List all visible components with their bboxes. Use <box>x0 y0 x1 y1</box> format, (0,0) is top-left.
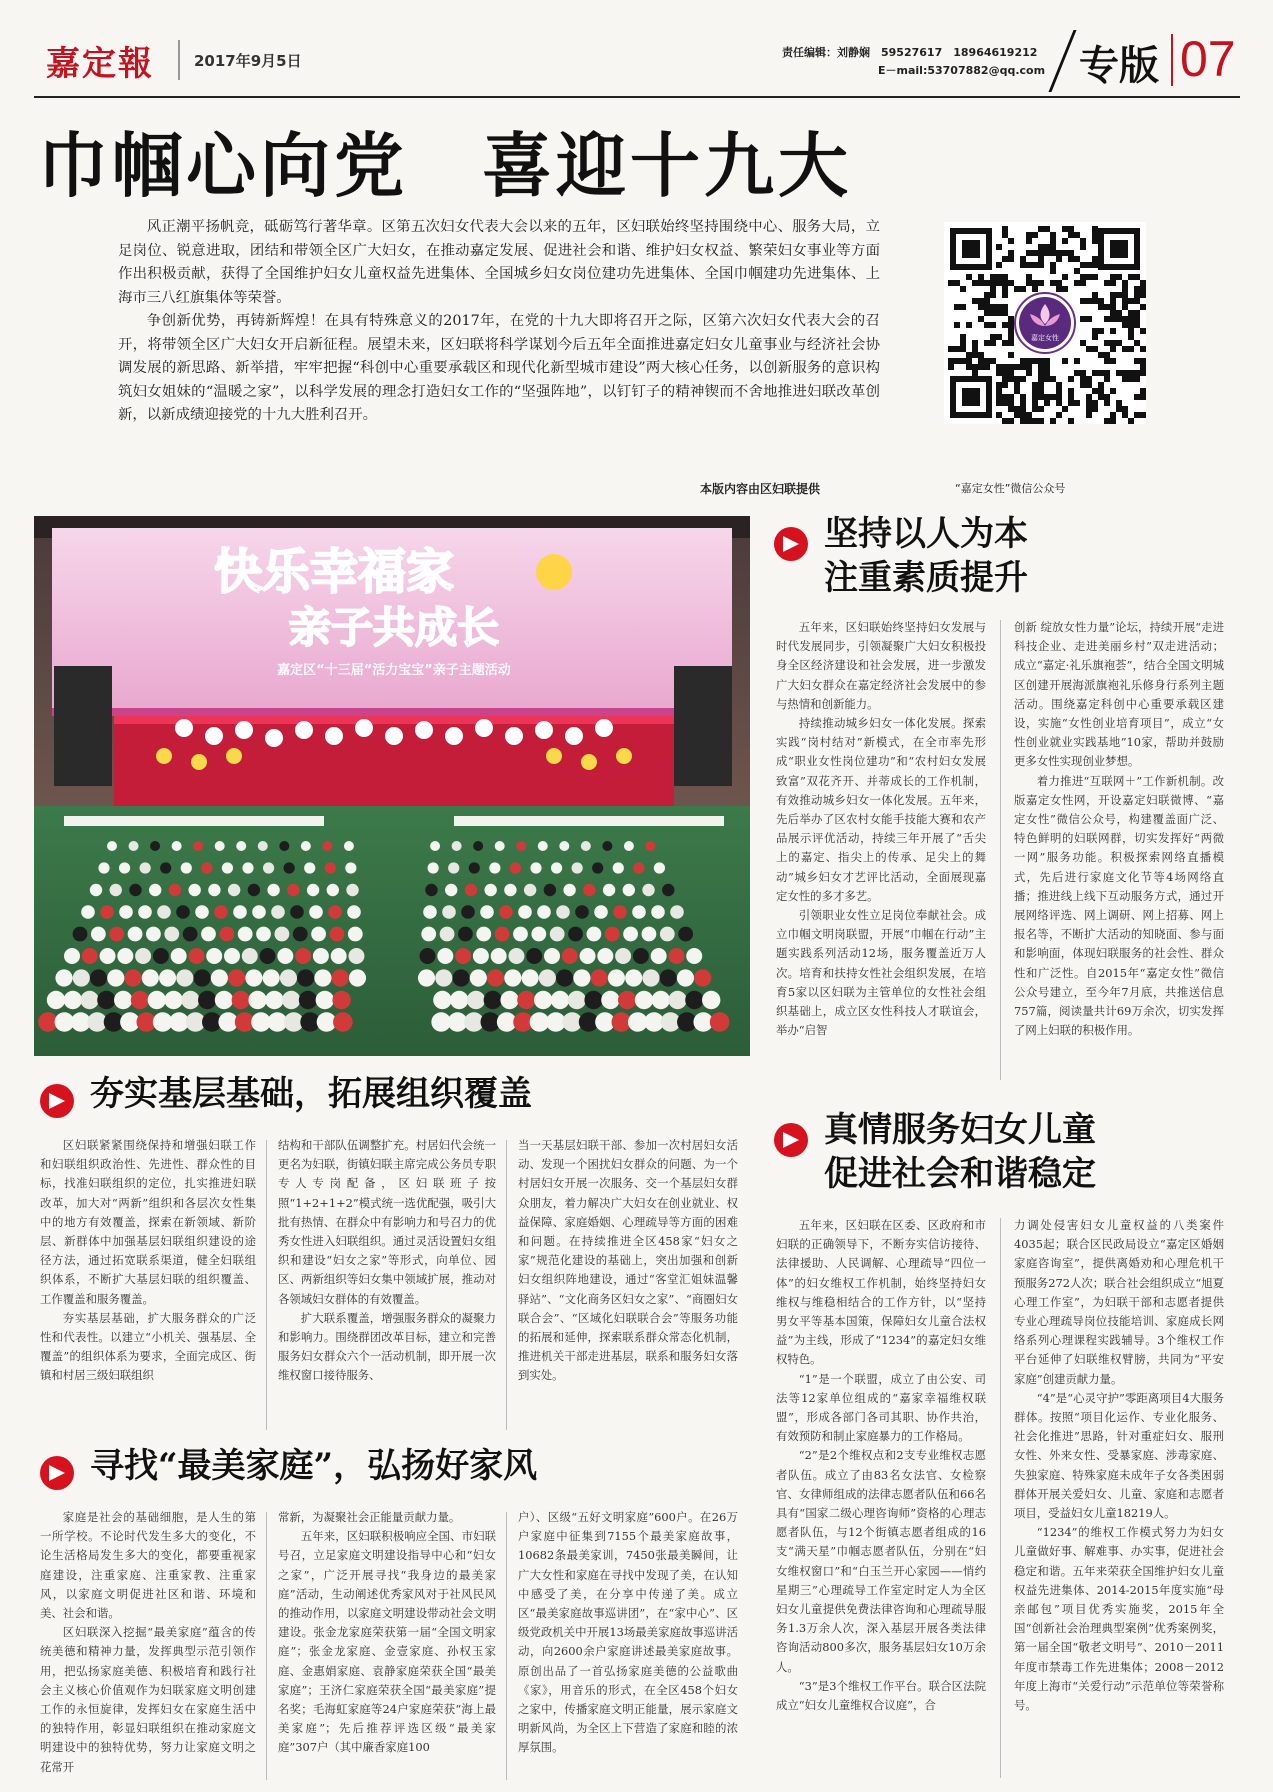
banner-subtitle: 亲子共成长 <box>288 603 500 652</box>
section2-column <box>278 1136 496 1434</box>
content-credit: 本版内容由区妇联提供 <box>700 482 821 496</box>
paragraph: 区妇联紧紧围绕保持和增强妇联工作和妇联组织政治性、先进性、群众性的目标，找准妇联组织的定位，扎实推进妇联改革，加大对“两新”组织和各层次女性集中的地方有效覆盖，探索在新领域、新阶层、新群体中加强基层妇联组织建设的途径方法，通过拓宽联系渠道，健全妇联组织体系，不断扩大基层妇联的组织覆盖、工作覆盖和服务覆盖。 <box>40 1138 256 1306</box>
paragraph: 引领职业女性立足岗位奉献社会。成立巾帼文明岗联盟，开展“巾帼在行动”主题实践系列活动12场，服务覆盖近万人次。培育和扶持女性社会组织发展，在培育5家以区妇联为主管单位的女性社会组织基础上，成立区女性科技人才联谊会，举办“启智 <box>776 908 986 1038</box>
intro-text <box>118 216 880 428</box>
paragraph: 常新，为凝聚社会正能量贡献力量。 <box>278 1510 461 1524</box>
column-divider <box>506 1140 507 1430</box>
section3-column <box>278 1508 496 1784</box>
paragraph: “2”是2个维权点和2支专业维权志愿者队伍。成立了由83名女法官、女检察官、女律师组成的法律志愿者队伍和66名具有“国家二级心理咨询师”资格的心理志愿者队伍，与12个街镇志愿者组成的16支“满天星”巾帼志愿者队伍，分别在“妇女维权窗口”和“白玉兰开心家园——悄约星期三”心理疏导工作室定时定人为全区妇女儿童提供免费法律咨询和心理疏导服务1.3万余人次，深入基层开展各类法律咨询活动800多次，服务基层妇女10万余人。 <box>776 1448 986 1674</box>
masthead-divider <box>178 40 180 80</box>
section1-column <box>776 618 986 1088</box>
paragraph: 持续推动城乡妇女一体化发展。探索实践“岗村结对”新模式，在全市率先形成“职业女性岗位建功”和“农村妇女发展致富”双花齐开、并蒂成长的工作机制，有效推动城乡妇女一体化发展。五年来，先后举办了区农村女能手技能大赛和农产品展示评优活动，持续三年开展了“舌尖上的嘉定、指尖上的传承、足尖上的舞动”城乡妇女才艺评比活动，全面展现嘉定女性的多才多艺。 <box>776 716 986 903</box>
column-divider <box>506 1512 507 1780</box>
paragraph: “1”是一个联盟，成立了由公安、司法等12家单位组成的“嘉家幸福维权联盟”，形成各部门各司其职、协作共治，有效预防和制止家庭暴力的工作格局。 <box>776 1371 986 1444</box>
page-headline: 巾帼心向党 喜迎十九大 <box>38 124 852 207</box>
qr-code-graphic <box>944 222 1146 424</box>
section3-column <box>40 1508 256 1784</box>
paragraph: “1234”的维权工作模式努力为妇女儿童做好事、解难事、办实事，促进社会稳定和谐。五年来荣获全国维护妇女儿童权益先进集体、2014-2015年度实施“母亲邮包”项目优秀实施奖，2015年全国“创新社会治理典型案例”优秀案例奖，第一届全国“敬老文明号”、2010－2011年度市禁毒工作先进集体；2008－2012年度上海市“关爱行动”示范单位等荣誉称号。 <box>1014 1525 1224 1713</box>
banner-caption: 嘉定区“十三届“活力宝宝”亲子主题活动 <box>277 663 511 678</box>
event-photo <box>34 516 750 1056</box>
section4-column <box>776 1216 986 1786</box>
paragraph: 扩大联系覆盖，增强服务群众的凝聚力和影响力。围绕群团改革目标，建立和完善服务妇女群众六个一活动机制，即开展一次维权窗口接待服务、 <box>278 1310 496 1383</box>
editor-email: E－mail:53707882@qq.com <box>878 64 1046 77</box>
section2-column <box>518 1136 738 1434</box>
section3-column <box>518 1508 738 1784</box>
page-number-bar <box>1171 34 1173 86</box>
section4-title-line: 真情服务妇女儿童 <box>824 1110 1096 1150</box>
column-divider <box>1000 620 1001 1080</box>
issue-date: 2017年9月5日 <box>194 52 302 70</box>
intro-paragraph: 争创新优势，再铸新辉煌！在具有特殊意义的2017年，在党的十九大即将召开之际，区第六次妇女代表大会的召开，将带领全区广大妇女开启新征程。展望未来，区妇联将科学谋划今后五年全面推进嘉定妇女儿童事业与经济社会协调发展的新思路、新举措，牢牢把握“科创中心重要承载区和现代化新型城市建设”两大核心任务，以创新服务的意识构筑妇女姐妹的“温暖之家”，以科学发展的理念打造妇女工作的“坚强阵地”，以钉钉子的精神锲而不舍地推进妇联改革创新，以新成绩迎接党的十九大胜利召开。 <box>118 313 880 423</box>
slash-divider <box>1048 30 1076 92</box>
paragraph: 五年来，区妇联积极响应全国、市妇联号召，立足家庭文明建设指导中心和“妇女之家”，广泛开展寻找“我身边的最美家庭”活动，生动阐述优秀家风对于社风民风的推动作用，以家庭文明建设带动社会文明建设。张金龙家庭荣获第一届“全国文明家庭”；张金龙家庭、金壹家庭、孙权玉家庭、金惠娟家庭、袁静家庭荣获全国“最美家庭”；王济仁家庭荣获全国“最美家庭”提名奖；毛海虹家庭等24户家庭荣获“海上最美家庭”；先后推荐评选区级“最美家庭”307户（其中廉香家庭100 <box>278 1529 496 1755</box>
paragraph: “4”是“心灵守护”零距离项目4大服务群体。按照“项目化运作、专业化服务、社会化推进”思路，针对重症妇女、服刑女性、外来女性、受暴家庭、涉毒家庭、失独家庭、特殊家庭未成年子女各类困弱群体开展关爱妇女、儿童、家庭和志愿者项目，受益妇女儿童18219人。 <box>1014 1390 1224 1521</box>
section-marker-icon <box>774 527 808 561</box>
paragraph: 五年来，区妇联始终坚持妇女发展与时代发展同步，引领凝聚广大妇女积极投身全区经济建设和社会发展，进一步激发广大妇女群众在嘉定经济社会发展中的参与热情和创新能力。 <box>776 620 986 711</box>
section1-title-line: 注重素质提升 <box>824 558 1028 598</box>
column-divider <box>1000 1218 1001 1778</box>
paragraph: 家庭是社会的基础细胞，是人生的第一所学校。不论时代发生多大的变化，不论生活格局发生多大的变化，都要重视家庭建设，注重家庭、注重家教、注重家风，以家庭文明促进社区和谐、环境和美、社会和谐。 <box>40 1510 256 1621</box>
section3-title: 寻找“最美家庭”，弘扬好家风 <box>90 1446 538 1486</box>
paragraph: 力调处侵害妇女儿童权益的八类案件4035起；联合区民政局设立“嘉定区婚姻家庭咨询室”，提供离婚劝和心理危机干预服务272人次；联合社会组织成立“旭夏心理工作室”，为妇联干部和志愿者提供专业心理疏导岗位技能培训、家庭成长网络系列心理课程实践辅导。3个维权工作平台延伸了妇联维权臂膀，共同为“平安家庭”创建贡献力量。 <box>1014 1218 1224 1386</box>
paragraph: 着力推进“互联网＋”工作新机制。改版嘉定女性网，开设嘉定妇联微博、“嘉定女性”微信公众号，构建覆盖面广泛、特色鲜明的妇联网群，切实发挥好“两微一网”服务功能。积极探索网络直播模式，先后进行家庭文化节等4场网络直播；推进线上线下互动服务方式，通过开展网络评选、网上调研、网上招募、网上报名等，不断扩大活动的知晓面、参与面和影响面，体现妇联服务的社会性、群众性和广泛性。自2015年“嘉定女性”微信公众号建立，至今年7月底，共推送信息757篇，阅读量共计69万余次，切实发挥了网上妇联的积极作用。 <box>1014 773 1224 1038</box>
section4-title-line: 促进社会和谐稳定 <box>824 1154 1096 1194</box>
paragraph: 户）、区级“五好文明家庭”600户。在26万户家庭中征集到7155个最美家庭故事，10682条最美家训，7450张最美瞬间，让广大女性和家庭在寻找中发现了美，在认知中感受了美，在分享中传递了美。成立区“最美家庭故事巡讲团”，在“家中心”、区级党政机关中开展13场最美家庭故事巡讲活动，向2600余户家庭讲述最美家庭故事。原创出品了一首弘扬家庭美德的公益歌曲《家》，用音乐的形式，在全区458个妇女之家中，传播家庭文明正能量，展示家庭文明新风尚，为全区上下营造了家庭和睦的浓厚氛围。 <box>518 1510 738 1755</box>
event-photo-graphic <box>34 516 750 1056</box>
paragraph: 结构和干部队伍调整扩充。村居妇代会统一更名为妇联，街镇妇联主席完成公务员专职专人专岗配备，区妇联班子按照“1+2+1+2”模式统一选优配强，吸引大批有热情、在群众中有影响力和号召力的优秀女性进入妇联组织。通过灵活设置妇女组织和建设“妇女之家”等形式，向单位、园区、两新组织等妇女集中领域扩展，推动对各领域妇女群体的有效覆盖。 <box>278 1138 496 1306</box>
editor-line: 责任编辑：刘静娴 59527617 18964619212 <box>782 46 1038 59</box>
masthead-logo: 嘉定報 <box>46 44 154 84</box>
section-marker-icon <box>40 1456 74 1490</box>
section-marker-icon <box>40 1084 74 1118</box>
paragraph: 创新 绽放女性力量”论坛，持续开展“走进科技企业、走进美丽乡村”双走进活动；成立“嘉定·礼乐旗袍荟”，结合全国文明城区创建开展海派旗袍礼乐修身行系列主题活动。围绕嘉定科创中心重要承载区建设，实施“女性创业培育项目”，成立“女性创业就业实践基地”10家，帮助并鼓励更多女性实现创业梦想。 <box>1014 620 1224 769</box>
section4-column <box>1014 1216 1224 1786</box>
section-label: 专版 <box>1079 42 1159 89</box>
editor-info <box>782 44 1045 80</box>
paragraph: 区妇联深入挖掘“最美家庭”蕴含的传统美德和精神力量，发挥典型示范引领作用，把弘扬家庭美德、积极培育和践行社会主义核心价值观作为妇联家庭文明创建工作的永恒旋律，发挥妇女在家庭生活中的独特作用，彰显妇联组织在推动家庭文明建设中的独特优势，努力让家庭文明之花常开 <box>40 1625 256 1774</box>
section1-column <box>1014 618 1224 1088</box>
qr-caption: “嘉定女性”微信公众号 <box>955 482 1066 495</box>
paragraph: “3”是3个维权工作平台。联合区法院成立“妇女儿童维权合议庭”，合 <box>776 1678 986 1713</box>
page-number: 07 <box>1180 31 1236 87</box>
qr-code[interactable] <box>944 222 1146 424</box>
top-rule <box>34 96 1240 98</box>
column-divider <box>266 1512 267 1780</box>
section2-title: 夯实基层基础，拓展组织覆盖 <box>90 1074 532 1114</box>
section1-title <box>824 512 1028 600</box>
section1-title-line: 坚持以人为本 <box>824 514 1028 554</box>
intro-paragraph: 风正潮平扬帆竞，砥砺笃行著华章。区第五次妇女代表大会以来的五年，区妇联始终坚持围绕中心、服务大局，立足岗位、锐意进取，团结和带领全区广大妇女，在推动嘉定发展、促进社会和谐、维护妇女权益、繁荣妇女事业等方面作出积极贡献，获得了全国维护妇女儿童权益先进集体、全国城乡妇女岗位建功先进集体、全国巾帼建功先进集体、上海市三八红旗集体等荣誉。 <box>118 219 880 306</box>
section4-title <box>824 1108 1096 1196</box>
paragraph: 五年来，区妇联在区委、区政府和市妇联的正确领导下，不断夯实信访接待、法律援助、人民调解、心理疏导“四位一体”的妇女维权工作机制，始终坚持妇女维权与维稳相结合的工作方针，以“坚持男女平等基本国策，保障妇女儿童合法权益”为主线，形成了“1234”的嘉定妇女维权特色。 <box>776 1218 986 1367</box>
banner-title: 快乐幸福家 <box>213 544 455 600</box>
paragraph: 夯实基层基础，扩大服务群众的广泛性和代表性。以建立“小机关、强基层、全覆盖”的组织体系为要求，全面完成区、街镇和村居三级妇联组织 <box>40 1310 256 1383</box>
section-marker-icon <box>774 1123 808 1157</box>
qr-logo-text: 嘉定女性 <box>1031 334 1059 342</box>
section2-column <box>40 1136 256 1434</box>
column-divider <box>266 1140 267 1430</box>
paragraph: 当一天基层妇联干部、参加一次村居妇女活动、发现一个困扰妇女群众的问题、为一个村居妇女开展一次服务、交一个基层妇女群众朋友，着力解决广大妇女在创业就业、权益保障、家庭婚姻、心理疏导等方面的困难和问题。在持续推进全区458家“妇女之家”规范化建设的基础上，突出加强和创新妇女组织阵地建设，通过“客堂汇姐妹温馨驿站”、“文化商务区妇女之家”、“商圈妇女联合会”、“区域化妇联联合会”等服务功能的拓展和延伸，探索联系群众常态化机制，推进机关干部走进基层，联系和服务妇女落到实处。 <box>518 1138 738 1383</box>
